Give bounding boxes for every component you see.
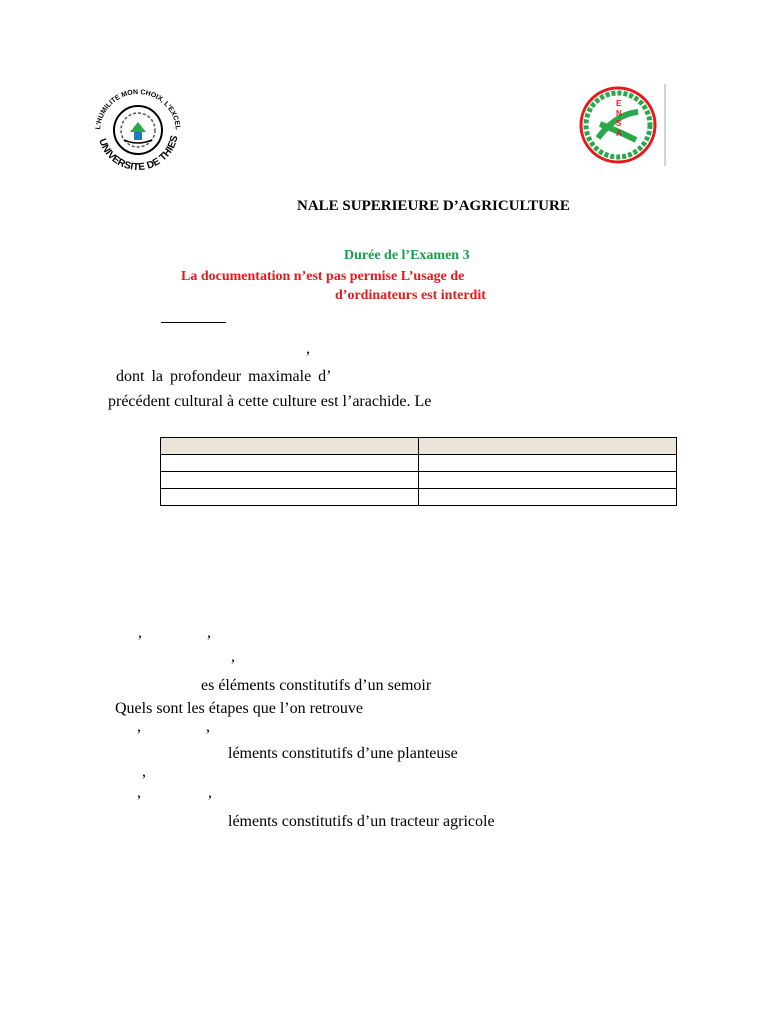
text-precedent-line: précédent cultural à cette culture est l’arachide. Le <box>108 393 432 410</box>
table-row <box>161 489 677 506</box>
text-depth-line: dont la profondeur maximale d’ <box>116 368 332 385</box>
question-planteuse: léments constitutifs d’une planteuse <box>228 745 458 762</box>
table-cell <box>419 472 677 489</box>
ensa-logo <box>572 84 668 166</box>
universite-de-thies-logo <box>84 74 192 182</box>
question-semoir: es éléments constitutifs d’un semoir <box>201 677 432 694</box>
exam-rule-line2: d’ordinateurs est interdit <box>335 288 486 303</box>
stray-comma: , <box>231 648 235 665</box>
question-tracteur: léments constitutifs d’un tracteur agricole <box>228 813 495 830</box>
table-cell <box>419 489 677 506</box>
stray-comma: , <box>142 763 146 780</box>
section-underline <box>161 322 226 323</box>
stray-comma: , <box>137 718 141 735</box>
table-row <box>161 472 677 489</box>
table-header-cell <box>161 438 419 455</box>
table-cell <box>419 455 677 472</box>
stray-comma: , <box>207 624 211 641</box>
table-header-cell <box>419 438 677 455</box>
svg-text:N: N <box>616 109 622 118</box>
table-row <box>161 455 677 472</box>
data-table <box>160 437 677 506</box>
stray-comma: , <box>137 784 141 801</box>
stray-comma: , <box>306 340 310 357</box>
table-cell <box>161 489 419 506</box>
stray-comma: , <box>206 718 210 735</box>
svg-text:UNIVERSITE DE THIES: UNIVERSITE DE THIES <box>96 134 181 174</box>
table-header-row <box>161 438 677 455</box>
table-cell <box>161 472 419 489</box>
stray-comma: , <box>138 624 142 641</box>
exam-duration: Durée de l’Examen 3 <box>344 248 470 263</box>
school-name: NALE SUPERIEURE D’AGRICULTURE <box>297 198 570 214</box>
svg-text:S: S <box>616 119 622 128</box>
svg-text:L'HUMILITE MON CHOIX, L'EXCELL: L'HUMILITE MON CHOIX, L'EXCEL <box>95 88 181 131</box>
svg-text:E: E <box>616 99 622 108</box>
svg-text:A: A <box>616 129 622 138</box>
table-cell <box>161 455 419 472</box>
exam-rule-line1: La documentation n’est pas permise L’usage de <box>181 269 465 284</box>
stray-comma: , <box>208 784 212 801</box>
question-etapes: Quels sont les étapes que l’on retrouve <box>115 700 363 717</box>
